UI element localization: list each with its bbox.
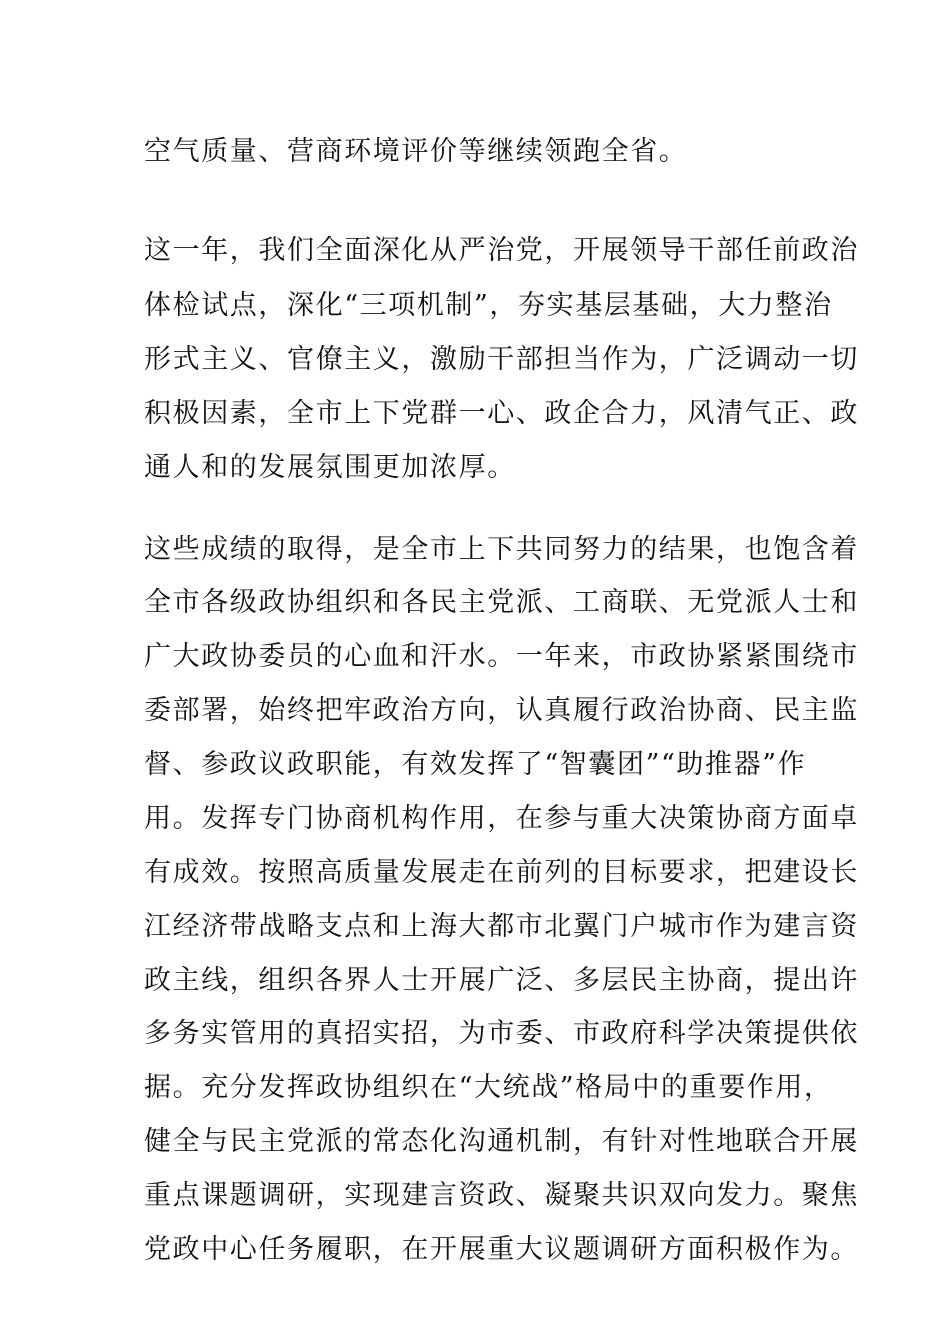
text-line: 通人和的发展氛围更加浓厚。: [144, 452, 516, 483]
text-line: 据。充分发挥政协组织在“大统战”格局中的重要作用，: [144, 1072, 833, 1103]
text-line: 有成效。按照高质量发展走在前列的目标要求，把建设长: [144, 857, 859, 888]
text-line: 形式主义、官僚主义，激励干部担当作为，广泛调动一切: [144, 344, 859, 375]
text-line: 健全与民主党派的常态化沟通机制，有针对性地联合开展: [144, 1126, 859, 1157]
text-line: 多务实管用的真招实招，为市委、市政府科学决策提供依: [144, 1018, 859, 1049]
text-line: 用。发挥专门协商机构作用，在参与重大决策协商方面卓: [144, 803, 859, 834]
text-line: 这一年，我们全面深化从严治党，开展领导干部任前政治: [144, 235, 859, 266]
text-line: 这些成绩的取得，是全市上下共同努力的结果，也饱含着: [144, 534, 859, 565]
text-line: 委部署，始终把牢政治方向，认真履行政治协商、民主监: [144, 695, 859, 726]
text-line: 体检试点，深化“三项机制”，夯实基层基础，大力整治: [144, 290, 833, 321]
text-line: 全市各级政协组织和各民主党派、工商联、无党派人士和: [144, 587, 859, 618]
text-line: 党政中心任务履职，在开展重大议题调研方面积极作为。: [144, 1234, 859, 1265]
text-line: 江经济带战略支点和上海大都市北翼门户城市作为建言资: [144, 911, 859, 942]
text-line: 重点课题调研，实现建言资政、凝聚共识双向发力。聚焦: [144, 1180, 859, 1211]
text-line: 积极因素，全市上下党群一心、政企合力，风清气正、政: [144, 398, 859, 429]
text-line: 空气质量、营商环境评价等继续领跑全省。: [144, 136, 688, 167]
text-line: 政主线，组织各界人士开展广泛、多层民主协商，提出许: [144, 965, 859, 996]
text-line: 广大政协委员的心血和汗水。一年来，市政协紧紧围绕市: [144, 641, 859, 672]
text-line: 督、参政议政职能，有效发挥了“智囊团”“助推器”作: [144, 749, 807, 780]
